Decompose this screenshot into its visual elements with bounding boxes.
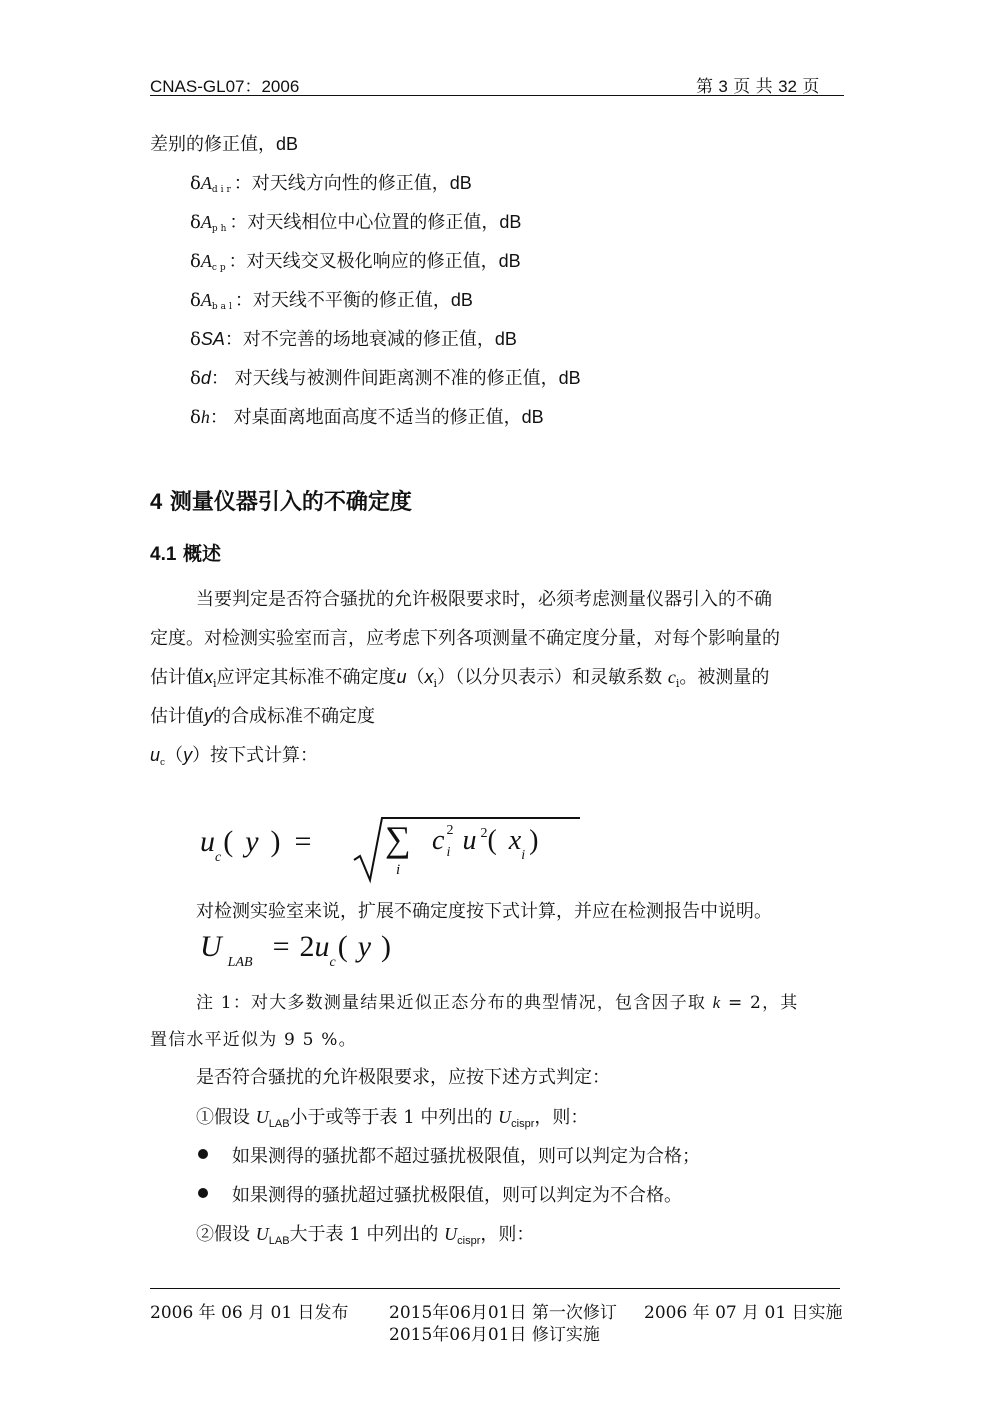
correction-item-h: δh： 对桌面离地面高度不适当的修正值，dB (190, 407, 544, 428)
sum-symbol: ∑ (385, 819, 411, 859)
section-heading-4: 4 测量仪器引入的不确定度 (150, 489, 412, 515)
footer-rule (150, 1288, 840, 1289)
para3: 是否符合骚扰的允许极限要求，应按下述方式判定： (196, 1067, 610, 1088)
para1-line3: 估计值$x_i$应评定其标准不确定度$u(x_i)$（以分贝表示）和灵敏系数 $c_i$。被测量的 (150, 667, 770, 690)
para2: 对检测实验室来说，扩展不确定度按下式计算，并应在检测报告中说明。 (196, 901, 772, 922)
para1-line4: 估计值y的合成标准不确定度 (150, 706, 375, 727)
correction-item-ph: δAph：对天线相位中心位置的修正值，dB (190, 212, 522, 234)
bullet-dot (198, 1188, 208, 1198)
case2: ②假设 $U_{LAB}$大于表 1 中列出的 $U_{cispr}$，则： (196, 1224, 535, 1247)
section-heading-4-1: 4.1 概述 (150, 543, 222, 565)
footer-issued: 2006 年 06 月 01 日发布 (150, 1303, 349, 1323)
document-id: CNAS-GL07：2006 (150, 77, 300, 96)
footer-revision-effective: 2015年06月01日 修订实施 (389, 1325, 600, 1345)
formula-sum-body: c 2 i u $^2$( $x_i$ ) (432, 823, 539, 863)
case1: ①假设 $U_{LAB}$小于或等于表 1 中列出的 $U_{cispr}$，则： (196, 1107, 589, 1130)
intro-line: 差别的修正值，dB (150, 134, 299, 155)
bullet-item-1: 如果测得的骚扰都不超过骚扰极限值，则可以判定为合格； (232, 1146, 700, 1167)
correction-item-dir: δAdir：对天线方向性的修正值，dB (190, 173, 472, 195)
correction-item-bal: δAbal：对天线不平衡的修正值，dB (190, 290, 473, 312)
bullet-item-2: 如果测得的骚扰超过骚扰极限值，则可以判定为不合格。 (232, 1185, 682, 1206)
note1-line1: 注 1：对大多数测量结果近似正态分布的典型情况，包含因子取 k = 2，其 (196, 993, 799, 1013)
formula-expanded-uncertainty: U $_{LAB} = 2u_c$( y ) (200, 930, 392, 970)
correction-item-d: δd： 对天线与被测件间距离测不准的修正值，dB (190, 368, 581, 389)
para1-line2: 定度。对检测实验室而言，应考虑下列各项测量不确定度分量，对每个影响量的 (150, 628, 780, 649)
note1-line2: 置信水平近似为 9 5 %。 (150, 1030, 357, 1050)
correction-item-sa: δSA：对不完善的场地衰减的修正值，dB (190, 329, 517, 350)
page-number: 第 3 页 共 32 页 (696, 77, 820, 97)
bullet-dot (198, 1149, 208, 1159)
formula-combined-uncertainty: $u_c$( y ) = (200, 825, 312, 865)
footer-revision: 2015年06月01日 第一次修订 (389, 1303, 617, 1323)
header-rule (150, 95, 844, 96)
para1-line5: $u_c(y)$按下式计算： (150, 745, 319, 768)
sum-subscript: i (396, 862, 401, 878)
para1-line1: 当要判定是否符合骚扰的允许极限要求时，必须考虑测量仪器引入的不确 (196, 589, 772, 610)
correction-item-cp: δAcp：对天线交叉极化响应的修正值，dB (190, 251, 521, 273)
footer-effective: 2006 年 07 月 01 日实施 (644, 1303, 843, 1323)
